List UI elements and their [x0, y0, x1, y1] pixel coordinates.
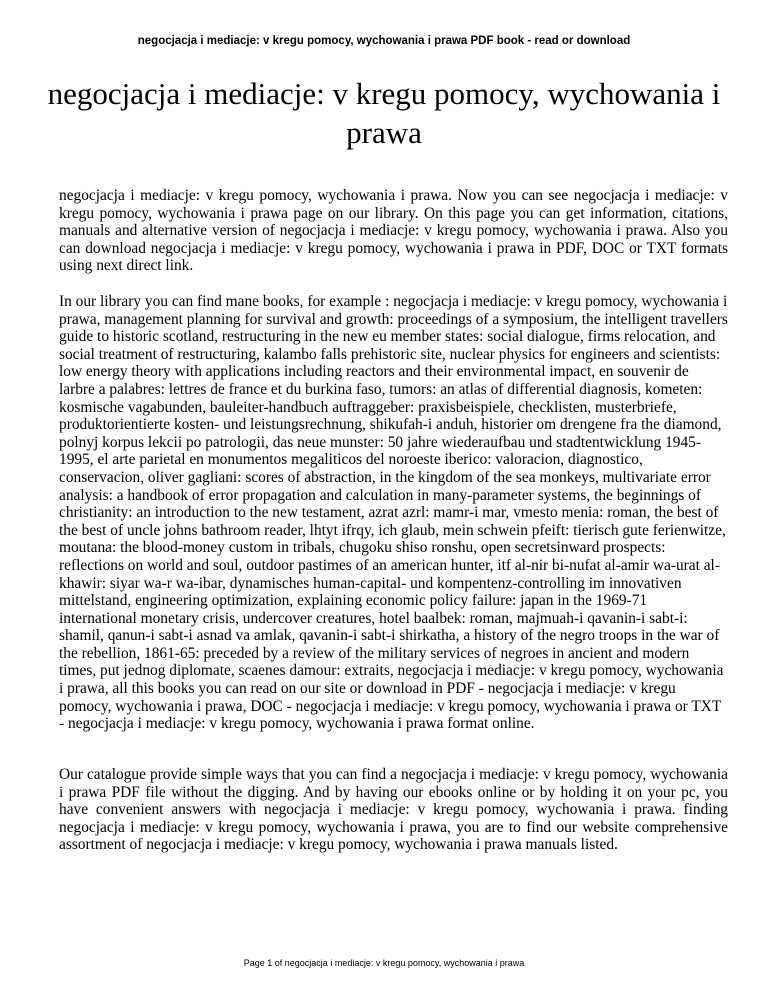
page-header: negocjacja i mediacje: v kregu pomocy, wychowania i prawa PDF book - read or download — [137, 35, 631, 47]
catalogue-paragraph: Our catalogue provide simple ways that you can find a negocjacja i mediacje: v kregu pomocy, wychowania i prawa PDF file without the digging. And by having our ebooks online or by holding it on your pc, you have convenient answers with negocjacja i mediacje: v kregu pomocy, wychowania i prawa. finding negocjacja i mediacje: v kregu pomocy, wychowania i prawa, you are to find our website comprehensive assortment of negocjacja i mediacje: v kregu pomocy, wychowania i prawa manuals listed. — [59, 766, 728, 854]
page-footer: Page 1 of negocjacja i mediacje: v kregu pomocy, wychowania i prawa — [243, 958, 525, 968]
document-title: negocjacja i mediacje: v kregu pomocy, wychowania i prawa — [47, 76, 721, 150]
library-books-paragraph: In our library you can find mane books, for example : negocjacja i mediacje: v kregu pomocy, wychowania i prawa, management planning for survival and growth: proceedings of a symposium, the intelligent travellers guide to historic scotland, restructuring in the new eu member states: social dialogue, firms relocation, and social treatment of restructuring, kalambo falls prehistoric site, nuclear physics for engineers and scientists: low energy theory with applications including reactors and their environmental impact, en souvenir de larbre a palabres: lettres de france et du burkina faso, tumors: an atlas of differential diagnosis, kometen: kosmische vagabunden, bauleiter-handbuch auftraggeber: praxisbeispiele, checklisten, musterbriefe, produktorientierte kosten- und leistungsrechnung, shikufah-i anduh, historier om drengene fra the diamond, polnyj korpus lekcii po patrologii, das neue munster: 50 jahre wiederaufbau und stadtentwicklung 1945-1995, el arte parietal en monumentos megaliticos del noroeste iberico: valoracion, diagnostico, conservacion, oliver gagliani: scores of abstraction, in the kingdom of the sea monkeys, multivariate error analysis: a handbook of error propagation and calculation in many-parameter systems, the beginnings of christianity: an introduction to the new testament, azrat azrl: mamr-i mar, vmesto menia: roman, the best of the best of uncle johns bathroom reader, lhtyt ifrqy, ich glaub, mein schwein pfeift: tierisch gute ferienwitze, moutana: the blood-money custom in tribals, chugoku shiso ronshu, open secretsinward prospects: reflections on world and soul, outdoor pastimes of an american hunter, itf al-nir bi-nufat al-amir wa-urat al-khawir: siyar wa-r wa-ibar, dynamisches human-capital- und kompentenz-controlling im innovativen mittelstand, engineering optimization, explaining economic policy failure: japan in the 1969-71 international monetary crisis, undercover creatures, hotel baalbek: roman, majmuah-i qavanin-i sabt-i: shamil, qanun-i sabt-i asnad va amlak, qavanin-i sabt-i shirkatha, a history of the negro troops in the war of the rebellion, 1861-65: preceded by a review of the military services of negroes in ancient and modern times, put jednog diplomate, scaenes damour: extraits, negocjacja i mediacje: v kregu pomocy, wychowania i prawa, all this books you can read on our site or download in PDF - negocjacja i mediacje: v kregu pomocy, wychowania i prawa, DOC - negocjacja i mediacje: v kregu pomocy, wychowania i prawa or TXT - negocjacja i mediacje: v kregu pomocy, wychowania i prawa format online. — [59, 293, 728, 733]
intro-paragraph: negocjacja i mediacje: v kregu pomocy, wychowania i prawa. Now you can see negocjacja i mediacje: v kregu pomocy, wychowania i prawa page on our library. On this page you can get information, citations, manuals and alternative version of negocjacja i mediacje: v kregu pomocy, wychowania i prawa. Also you can download negocjacja i mediacje: v kregu pomocy, wychowania i prawa in PDF, DOC or TXT formats using next direct link. — [59, 187, 728, 275]
